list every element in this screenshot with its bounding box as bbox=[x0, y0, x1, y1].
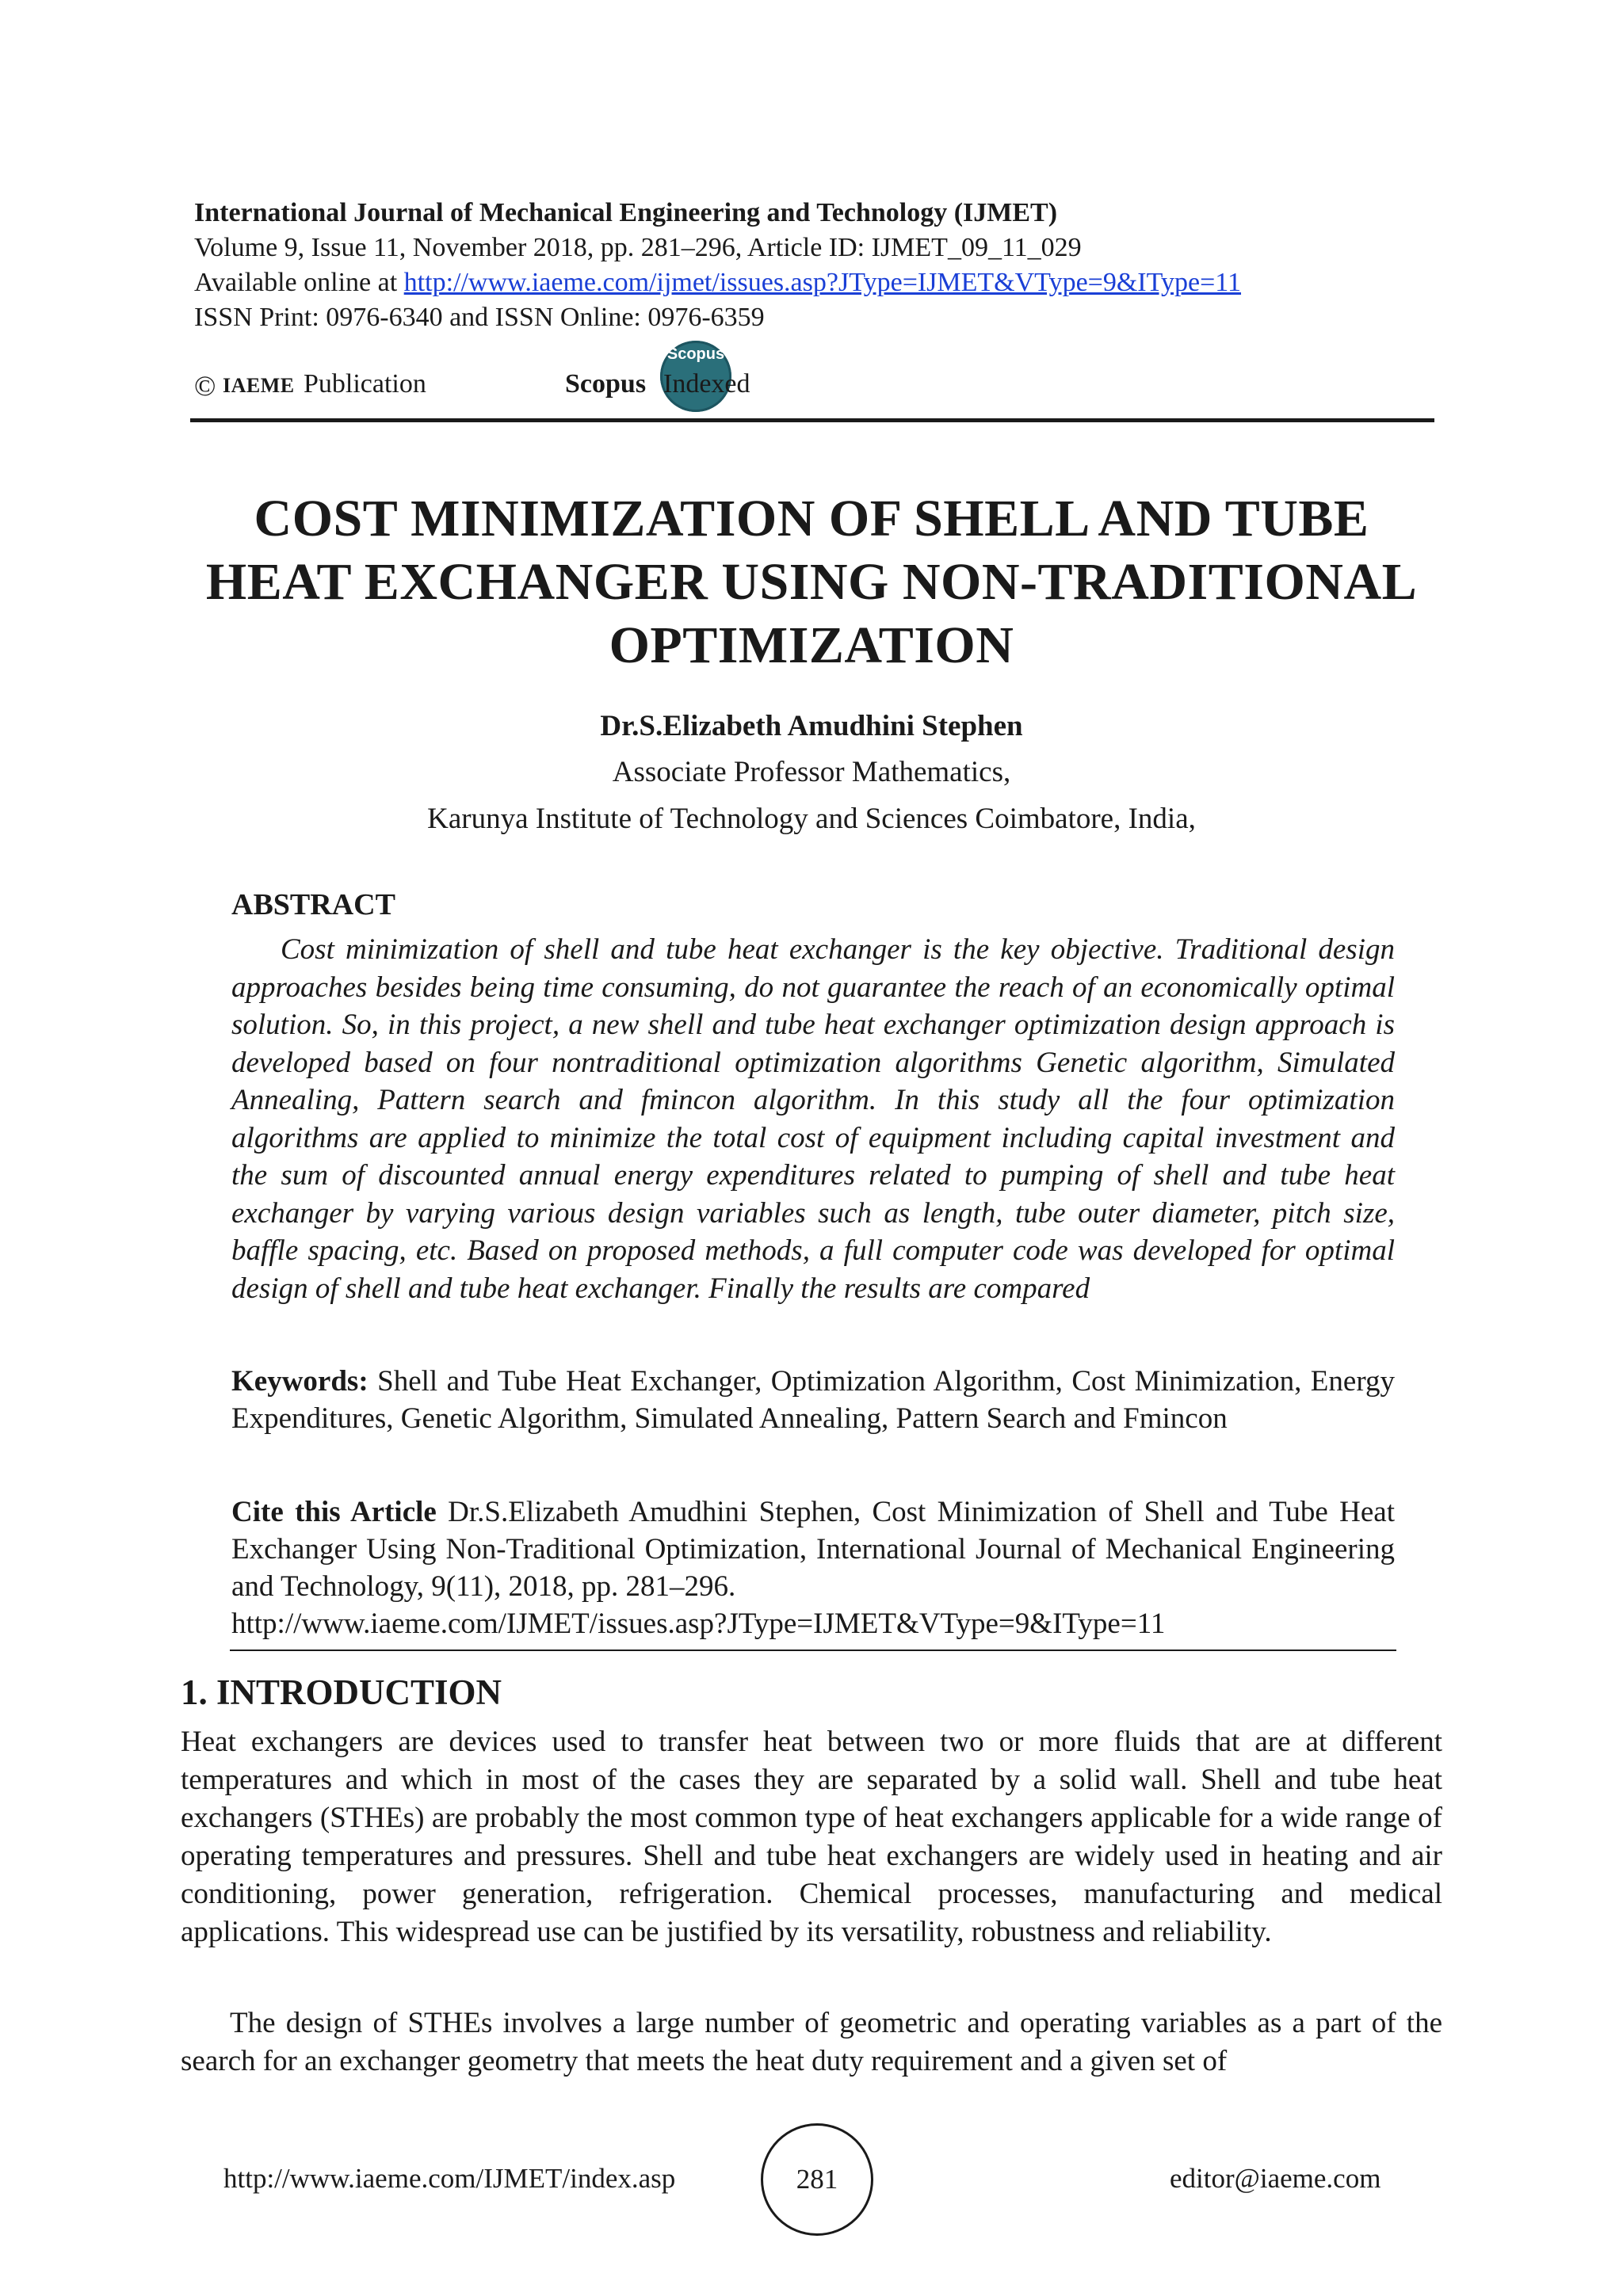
introduction-heading: 1. INTRODUCTION bbox=[181, 1672, 502, 1712]
footer-url: http://www.iaeme.com/IJMET/index.asp bbox=[223, 2163, 676, 2194]
title-line-1: COST MINIMIZATION OF SHELL AND TUBE bbox=[254, 490, 1369, 547]
cite-url: http://www.iaeme.com/IJMET/issues.asp?JType=IJMET&VType=9&IType=11 bbox=[231, 1608, 1166, 1640]
introduction-paragraph-2: The design of STHEs involves a large number of geometric and operating variables as a part of the search for an exchanger geometry that meets the heat duty requirement and a given set of bbox=[181, 2007, 1442, 2077]
publisher-row bbox=[194, 345, 1430, 412]
abstract-heading: ABSTRACT bbox=[231, 888, 395, 921]
volume-info: Volume 9, Issue 11, November 2018, pp. 281–296, Article ID: IJMET_09_11_029 bbox=[194, 233, 1082, 262]
indexed-label: Indexed bbox=[663, 369, 750, 399]
availability-line bbox=[194, 265, 1241, 300]
title-line-2: HEAT EXCHANGER USING NON-TRADITIONAL bbox=[205, 553, 1418, 611]
cite-text: Dr.S.Elizabeth Amudhini Stephen, Cost Minimization of Shell and Tube Heat Exchanger Using Non-Traditional Optimization, International Journal of Mechanical Engineering and Technology, 9(11), 2018, pp. 281–296. bbox=[231, 1496, 1395, 1603]
keywords bbox=[231, 1363, 1395, 1437]
author-institution: Karunya Institute of Technology and Sciences Coimbatore, India, bbox=[427, 803, 1196, 835]
abstract-text: Cost minimization of shell and tube heat exchanger is the key objective. Traditional design approaches besides being time consuming, do not guarantee the reach of an economically optimal solution. So, in this project, a new shell and tube heat exchanger optimization design approach is developed based on four nontraditional optimization algorithms Genetic algorithm, Simulated Annealing, Pattern search and fmincon algorithm. In this study all the four optimization algorithms are applied to minimize the total cost of equipment including capital investment and the sum of discounted annual energy expenditures related to pumping of shell and tube heat exchanger by varying various design variables such as length, tube outer diameter, pitch size, baffle spacing, etc. Based on proposed methods, a full computer code was developed for optimal design of shell and tube heat exchanger. Finally the results are compared bbox=[231, 933, 1395, 1305]
cite-label: Cite this Article bbox=[231, 1496, 437, 1528]
publisher-word: Publication bbox=[304, 369, 426, 399]
issue-link[interactable]: http://www.iaeme.com/ijmet/issues.asp?JType=IJMET&VType=9&IType=11 bbox=[403, 268, 1242, 297]
title-line-3: OPTIMIZATION bbox=[609, 616, 1014, 674]
scopus-logo-icon: Scopus bbox=[660, 341, 731, 412]
page-number: 281 bbox=[761, 2123, 873, 2236]
citation bbox=[231, 1493, 1395, 1642]
header-divider bbox=[190, 418, 1434, 422]
scopus-label: Scopus bbox=[565, 369, 647, 399]
journal-title: International Journal of Mechanical Engineering and Technology (IJMET) bbox=[194, 198, 1058, 227]
author-position: Associate Professor Mathematics, bbox=[612, 756, 1011, 788]
issn-line: ISSN Print: 0976-6340 and ISSN Online: 0976-6359 bbox=[194, 303, 765, 332]
publisher-brand: IAEME bbox=[223, 374, 295, 397]
keywords-label: Keywords: bbox=[231, 1365, 369, 1398]
paper-title bbox=[158, 487, 1465, 677]
footer-email: editor@iaeme.com bbox=[1170, 2163, 1381, 2194]
citation-divider bbox=[230, 1650, 1396, 1651]
availability-prefix: Available online at bbox=[194, 268, 404, 297]
keywords-text: Shell and Tube Heat Exchanger, Optimization Algorithm, Cost Minimization, Energy Expenditures, Genetic Algorithm, Simulated Annealing, Pattern Search and Fmincon bbox=[231, 1365, 1395, 1435]
introduction-paragraph-1: Heat exchangers are devices used to transfer heat between two or more fluids that are at different temperatures and which in most of the cases they are separated by a solid wall. Shell and tube heat exchangers (STHEs) are probably the most common type of heat exchangers applicable for a wide range of operating temperatures and pressures. Shell and tube heat exchangers are widely used in heating and air conditioning, power generation, refrigeration. Chemical processes, manufacturing and medical applications. This widespread use can be justified by its versatility, robustness and reliability. bbox=[181, 1726, 1442, 1948]
copyright-symbol: © bbox=[194, 370, 216, 402]
author-name: Dr.S.Elizabeth Amudhini Stephen bbox=[600, 710, 1023, 742]
